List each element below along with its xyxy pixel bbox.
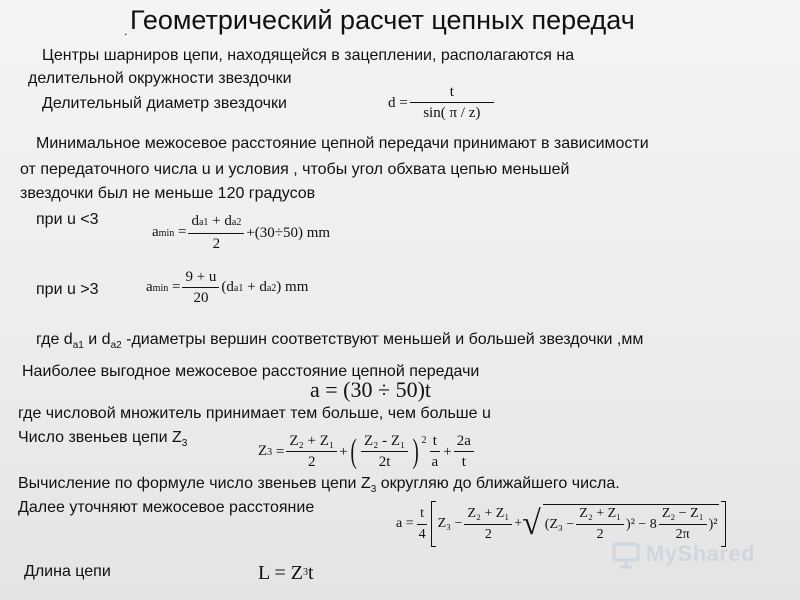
- presentation-board-icon: [610, 538, 642, 570]
- formula-z3-square: 2: [421, 435, 427, 446]
- formula-a-in4-num: Z₂ − Z₁: [659, 505, 707, 525]
- formula-z3-f4-num: 2a: [454, 432, 474, 452]
- formula-a-f-num: t: [417, 505, 427, 525]
- formula-optimal-center-distance: a = (30 ÷ 50)t: [310, 377, 432, 402]
- formula-amin2-numerator: 9 + u: [182, 268, 219, 288]
- page-title: Геометрический расчет цепных передач: [130, 5, 635, 35]
- text-line-13: Вычисление по формуле число звеньев цепи $Z_3$ округляю до ближайшего числа.: [18, 475, 620, 496]
- formula-L-lhs: L = Z: [258, 562, 303, 584]
- text-line-2: делительной окружности звездочки: [28, 70, 292, 87]
- formula-amin2-fraction: [182, 268, 219, 307]
- formula-a-f2-den: 2: [484, 526, 492, 542]
- formula-z3-fraction-3: [429, 432, 442, 471]
- formula-d-denominator: sin( π / z): [423, 105, 481, 121]
- text-line-10: Наиболее выгодное межосевое расстояние цепной передачи: [22, 363, 480, 380]
- formula-z3-f3-den: a: [431, 454, 439, 470]
- formula-z3-eq: =: [275, 443, 285, 460]
- text-line-15: Длина цепи: [24, 563, 111, 580]
- text-line-6: звездочки был не меньше 120 градусов: [20, 185, 316, 202]
- formula-z3-f1-num: Z₂ + Z₁: [286, 432, 337, 452]
- formula-d-fraction: [410, 83, 494, 122]
- text-line-14: Далее уточняют межосевое расстояние: [18, 499, 315, 516]
- formula-a-fraction-1: [416, 505, 429, 544]
- formula-chain-length: [258, 562, 314, 584]
- formula-pitch-diameter: [388, 83, 496, 122]
- sqrt-icon: √: [522, 505, 541, 542]
- formula-z3-f4-den: t: [461, 454, 466, 470]
- text-line-12: Число звеньев цепи $Z_3$: [18, 429, 188, 450]
- formula-amin1-denominator: 2: [212, 236, 221, 252]
- formula-amin1-lhs: amin =: [152, 223, 187, 240]
- formula-a-fraction-2: [464, 505, 512, 544]
- formula-a-plus: +: [514, 516, 523, 531]
- formula-z3-plus: +: [339, 443, 348, 460]
- watermark: [610, 538, 755, 570]
- formula-z3-f1-den: 2: [308, 454, 316, 470]
- formula-a-in2-den: 2: [596, 527, 604, 542]
- formula-chain-links: [258, 432, 476, 471]
- formula-d-lhs: d =: [388, 94, 408, 111]
- formula-amin2-lhs: amin =: [146, 278, 181, 295]
- title-dot: .: [124, 24, 128, 38]
- formula-amin1-numerator: da1 + da2: [188, 212, 244, 234]
- text-line-3: Делительный диаметр звездочки: [42, 95, 287, 112]
- formula-amin2-denominator: 20: [193, 290, 209, 306]
- formula-L-sub: 3: [302, 567, 308, 578]
- formula-z3-lhs: Z3: [258, 442, 273, 459]
- formula-z3-f2-den: 2t: [378, 454, 391, 470]
- text-line-7: при u <3: [36, 211, 99, 228]
- formula-amin-u-greater-3: [146, 268, 308, 307]
- formula-a-lhs: a =: [396, 516, 414, 531]
- formula-a-in2-num: Z₂ + Z₁: [576, 505, 624, 525]
- formula-z3-lparen: (: [350, 432, 357, 470]
- formula-a-f2-num: Z₂ + Z₁: [464, 505, 512, 525]
- formula-z3-rparen: ): [412, 432, 419, 470]
- text-line-8: при u >3: [36, 281, 99, 298]
- formula-L-t: t: [307, 562, 314, 584]
- formula-amin1-fraction: [188, 212, 244, 253]
- formula-a-in4-den: 2π: [675, 527, 690, 542]
- formula-a-in1: (Z₃ −: [544, 516, 575, 532]
- text-line-1: Центры шарниров цепи, находящейся в зацеплении, располагаются на: [42, 47, 575, 64]
- formula-z3-fraction-1: [286, 432, 337, 471]
- formula-amin1-tail: +(30÷50) mm: [246, 224, 331, 241]
- text-line-5: от передаточного числа u и условия , чтобы угол обхвата цепью меньшей: [20, 161, 570, 178]
- formula-a-in3: )² − 8: [626, 516, 657, 532]
- formula-a-f-den: 4: [418, 526, 426, 542]
- watermark-text: MyShared: [646, 541, 756, 566]
- text-line-4: Минимальное межосевое расстояние цепной передачи принимают в зависимости: [36, 135, 649, 152]
- formula-z3-f2-num: Z₂ - Z₁: [361, 432, 408, 452]
- formula-a-in5: )²: [708, 516, 718, 532]
- formula-z3-fraction-2: [361, 432, 408, 471]
- formula-z3-plus-2: +: [443, 443, 452, 460]
- formula-z3-f3-num: t: [430, 432, 440, 452]
- text-line-11: где числовой множитель принимает тем больше, чем больше u: [18, 405, 491, 422]
- formula-a-z3: Z₃ −: [437, 516, 463, 531]
- formula-z3-fraction-4: [454, 432, 474, 471]
- formula-d-numerator: t: [410, 83, 494, 103]
- formula-amin-u-less-3: [152, 212, 330, 253]
- formula-amin2-tail: (da1 + da2) mm: [221, 278, 309, 295]
- text-line-9: где $d_{a1}$ и $d_{a2}$ -диаметры вершин соответствуют меньшей и большей звездочки ,мм: [36, 331, 644, 352]
